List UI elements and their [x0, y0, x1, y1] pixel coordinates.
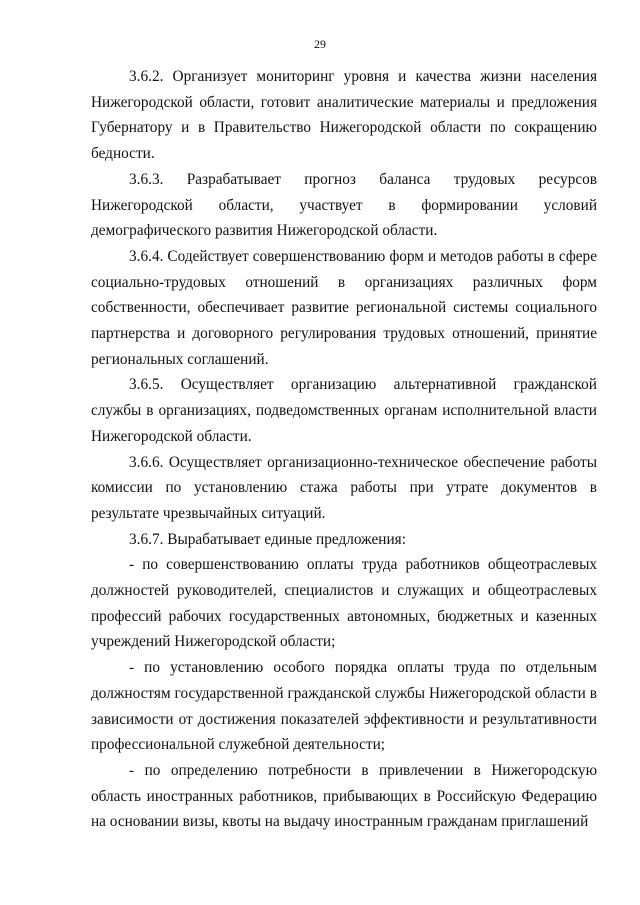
- paragraph-3-6-4: 3.6.4. Содействует совершенствованию форм и методов работы в сфере социально-трудовых отношений в организациях различных форм собственности, обеспечивает развитие региональной системы социального партнерства и договорного регулирования трудовых отношений, принятие региональных соглашений.: [91, 247, 597, 368]
- paragraph-3-6-5: 3.6.5. Осуществляет организацию альтернативной гражданской службы в организациях, подведомственных органам исполнительной власти Нижегородской области.: [91, 376, 597, 445]
- paragraph-3-6-2: 3.6.2. Организует мониторинг уровня и качества жизни населения Нижегородской области, готовит аналитические материалы и предложения Губернатору и в Правительство Нижегородской области по сокращению бедности.: [91, 68, 597, 163]
- list-item-wage-improvement: - по совершенствованию оплаты труда работников общеотраслевых должностей руководителей, специалистов и служащих и общеотраслевых профессий рабочих государственных автономных, бюджетных и казенных учреждений Нижегородской области;: [91, 556, 597, 651]
- page-number: 29: [314, 37, 326, 51]
- paragraph-3-6-3: 3.6.3. Разрабатывает прогноз баланса трудовых ресурсов Нижегородской области, участвует в формировании условий демографического развития Нижегородской области.: [91, 170, 597, 240]
- document-body: [91, 64, 597, 835]
- paragraph-3-6-6: 3.6.6. Осуществляет организационно-техническое обеспечение работы комиссии по установлению стажа работы при утрате документов в результате чрезвычайных ситуаций.: [91, 453, 597, 522]
- list-item-foreign-workers: - по определению потребности в привлечении в Нижегородскую область иностранных работников, прибывающих в Российскую Федерацию на основании визы, квоты на выдачу иностранным гражданам приглашений: [91, 761, 597, 831]
- list-item-civil-service-pay: - по установлению особого порядка оплаты труда по отдельным должностям государственной гражданской службы Нижегородской области в зависимости от достижения показателей эффективности и результативности профессиональной служебной деятельности;: [91, 659, 597, 754]
- paragraph-3-6-7: 3.6.7. Вырабатывает единые предложения:: [129, 530, 406, 548]
